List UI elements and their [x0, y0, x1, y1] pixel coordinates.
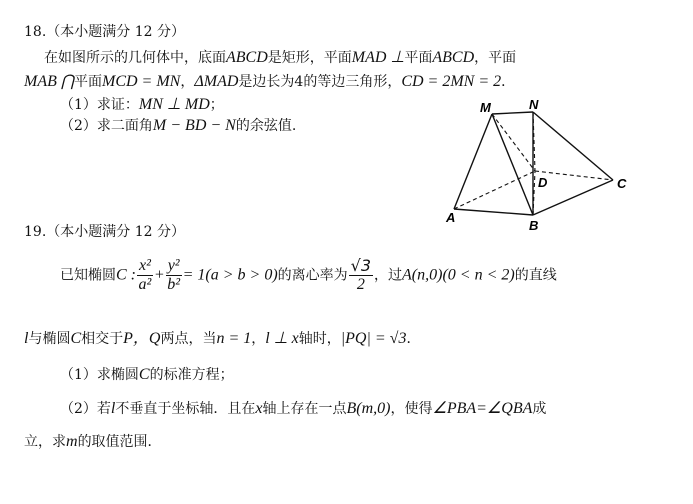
q18-header: 18.（本小题满分 12 分） — [24, 24, 185, 40]
q18-math: ΔMAD — [194, 73, 239, 90]
edge-NC — [533, 112, 613, 180]
q18-text: 是边长为4的等边三角形， — [238, 74, 402, 90]
frac-denominator: a² — [138, 276, 152, 293]
q19-text: 与椭圆 — [28, 331, 71, 347]
q19-header: 19.（本小题满分 12 分） — [24, 224, 185, 240]
q19-text: ，使得 — [390, 401, 433, 417]
q18-text: （2）求二面角 — [60, 118, 153, 134]
label-M: M — [480, 100, 491, 115]
q18-text: 是矩形，平面 — [267, 50, 352, 66]
q19-text: ． — [406, 331, 421, 347]
q19-math: l — [24, 330, 29, 347]
q19-math: x — [255, 400, 263, 417]
q18-text: ， — [180, 74, 195, 90]
q19-math: = 1 — [182, 266, 206, 284]
edge-MN — [492, 112, 533, 114]
q18-math: ABCD — [432, 49, 475, 66]
q19-text: 的标准方程； — [149, 367, 234, 383]
fraction-x2-a2 — [137, 257, 153, 294]
q19-math: m — [66, 433, 78, 450]
label-D: D — [538, 175, 548, 190]
q19-text: ， — [251, 331, 266, 347]
q18-text: ． — [501, 74, 516, 90]
label-N: N — [529, 98, 539, 112]
q19-math: + — [153, 266, 165, 284]
q18-math: CD = 2MN = 2 — [401, 73, 502, 90]
frac-numerator: √3 — [350, 256, 372, 275]
q18-math: ABCD — [226, 49, 268, 66]
q18-part2 — [60, 117, 296, 135]
q19-math: (0 < n < 2) — [442, 266, 515, 284]
q18-line2 — [24, 73, 515, 91]
label-C: C — [617, 176, 627, 191]
frac-numerator: y² — [167, 257, 180, 274]
q19-text: （2）若 — [60, 401, 111, 417]
q19-math: A(n,0) — [402, 266, 443, 284]
edge-MD — [492, 114, 535, 171]
q19-text: 的取值范围． — [77, 434, 162, 450]
q19-text: 的离心率为 — [277, 267, 348, 284]
q18-text: ； — [209, 97, 224, 113]
q18-text: （1）求证： — [60, 97, 139, 113]
q18-text: 在如图所示的几何体中，底面 — [44, 50, 226, 66]
q19-math: C — [70, 330, 82, 347]
q19-math: ∠PBA=∠QBA — [432, 400, 533, 417]
q18-text: 的余弦值. — [235, 118, 297, 134]
edge-MA — [454, 114, 492, 209]
fraction-sqrt3-2 — [349, 257, 373, 294]
edge-MB — [492, 114, 533, 215]
q19-part2-cont — [24, 433, 162, 451]
fraction-y2-b2 — [166, 257, 182, 294]
q19-math: l — [110, 400, 116, 417]
q18-line1 — [44, 49, 516, 67]
frac-numerator: x² — [139, 257, 151, 274]
q19-math: C — [138, 366, 150, 383]
q19-math: l ⊥ x — [265, 330, 299, 347]
frac-denominator: b² — [167, 276, 181, 293]
q19-part1 — [60, 366, 234, 384]
q18-math: MN ⊥ MD — [138, 96, 210, 113]
q18-math: MAB ⋂ — [24, 73, 74, 90]
q19-math: n = 1 — [216, 330, 252, 347]
q19-math: (a > b > 0) — [205, 266, 278, 284]
q19-line1 — [60, 257, 557, 297]
q18-part1 — [60, 96, 224, 114]
q19-math: B(m,0) — [346, 400, 391, 417]
q19-text: 相交于 — [81, 331, 124, 347]
q18-text: 平面 — [404, 50, 433, 66]
q19-text: 不垂直于坐标轴．且在 — [115, 401, 256, 417]
q19-line2 — [24, 330, 420, 348]
q18-math: MAD ⊥ — [351, 49, 405, 66]
q19-math: |PQ| = √3 — [340, 330, 407, 347]
q18-text: ，平面 — [474, 50, 517, 66]
q19-math: P，Q — [123, 330, 161, 347]
frac-denominator: 2 — [356, 276, 365, 293]
q18-text: 平面 — [74, 74, 102, 90]
q19-text: 的直线 — [514, 267, 557, 284]
q19-text: 已知椭圆 — [60, 267, 116, 284]
label-A: A — [446, 210, 456, 225]
q19-text: （1）求椭圆 — [60, 367, 139, 383]
q18-math: M − BD − N — [152, 117, 236, 134]
q19-text: 成 — [532, 401, 547, 417]
q18-math: MCD = MN — [102, 73, 181, 90]
q19-math: C : — [116, 266, 136, 284]
q19-text: 立，求 — [24, 434, 66, 450]
q18-geometry-figure — [440, 98, 640, 238]
q19-text: 轴时， — [298, 331, 341, 347]
q19-text: ，过 — [374, 267, 403, 284]
label-B: B — [529, 218, 539, 233]
q19-text: 两点，当 — [160, 331, 217, 347]
edge-AB — [454, 209, 533, 215]
q19-part2 — [60, 400, 546, 418]
q19-text: 轴上存在一点 — [262, 401, 347, 417]
